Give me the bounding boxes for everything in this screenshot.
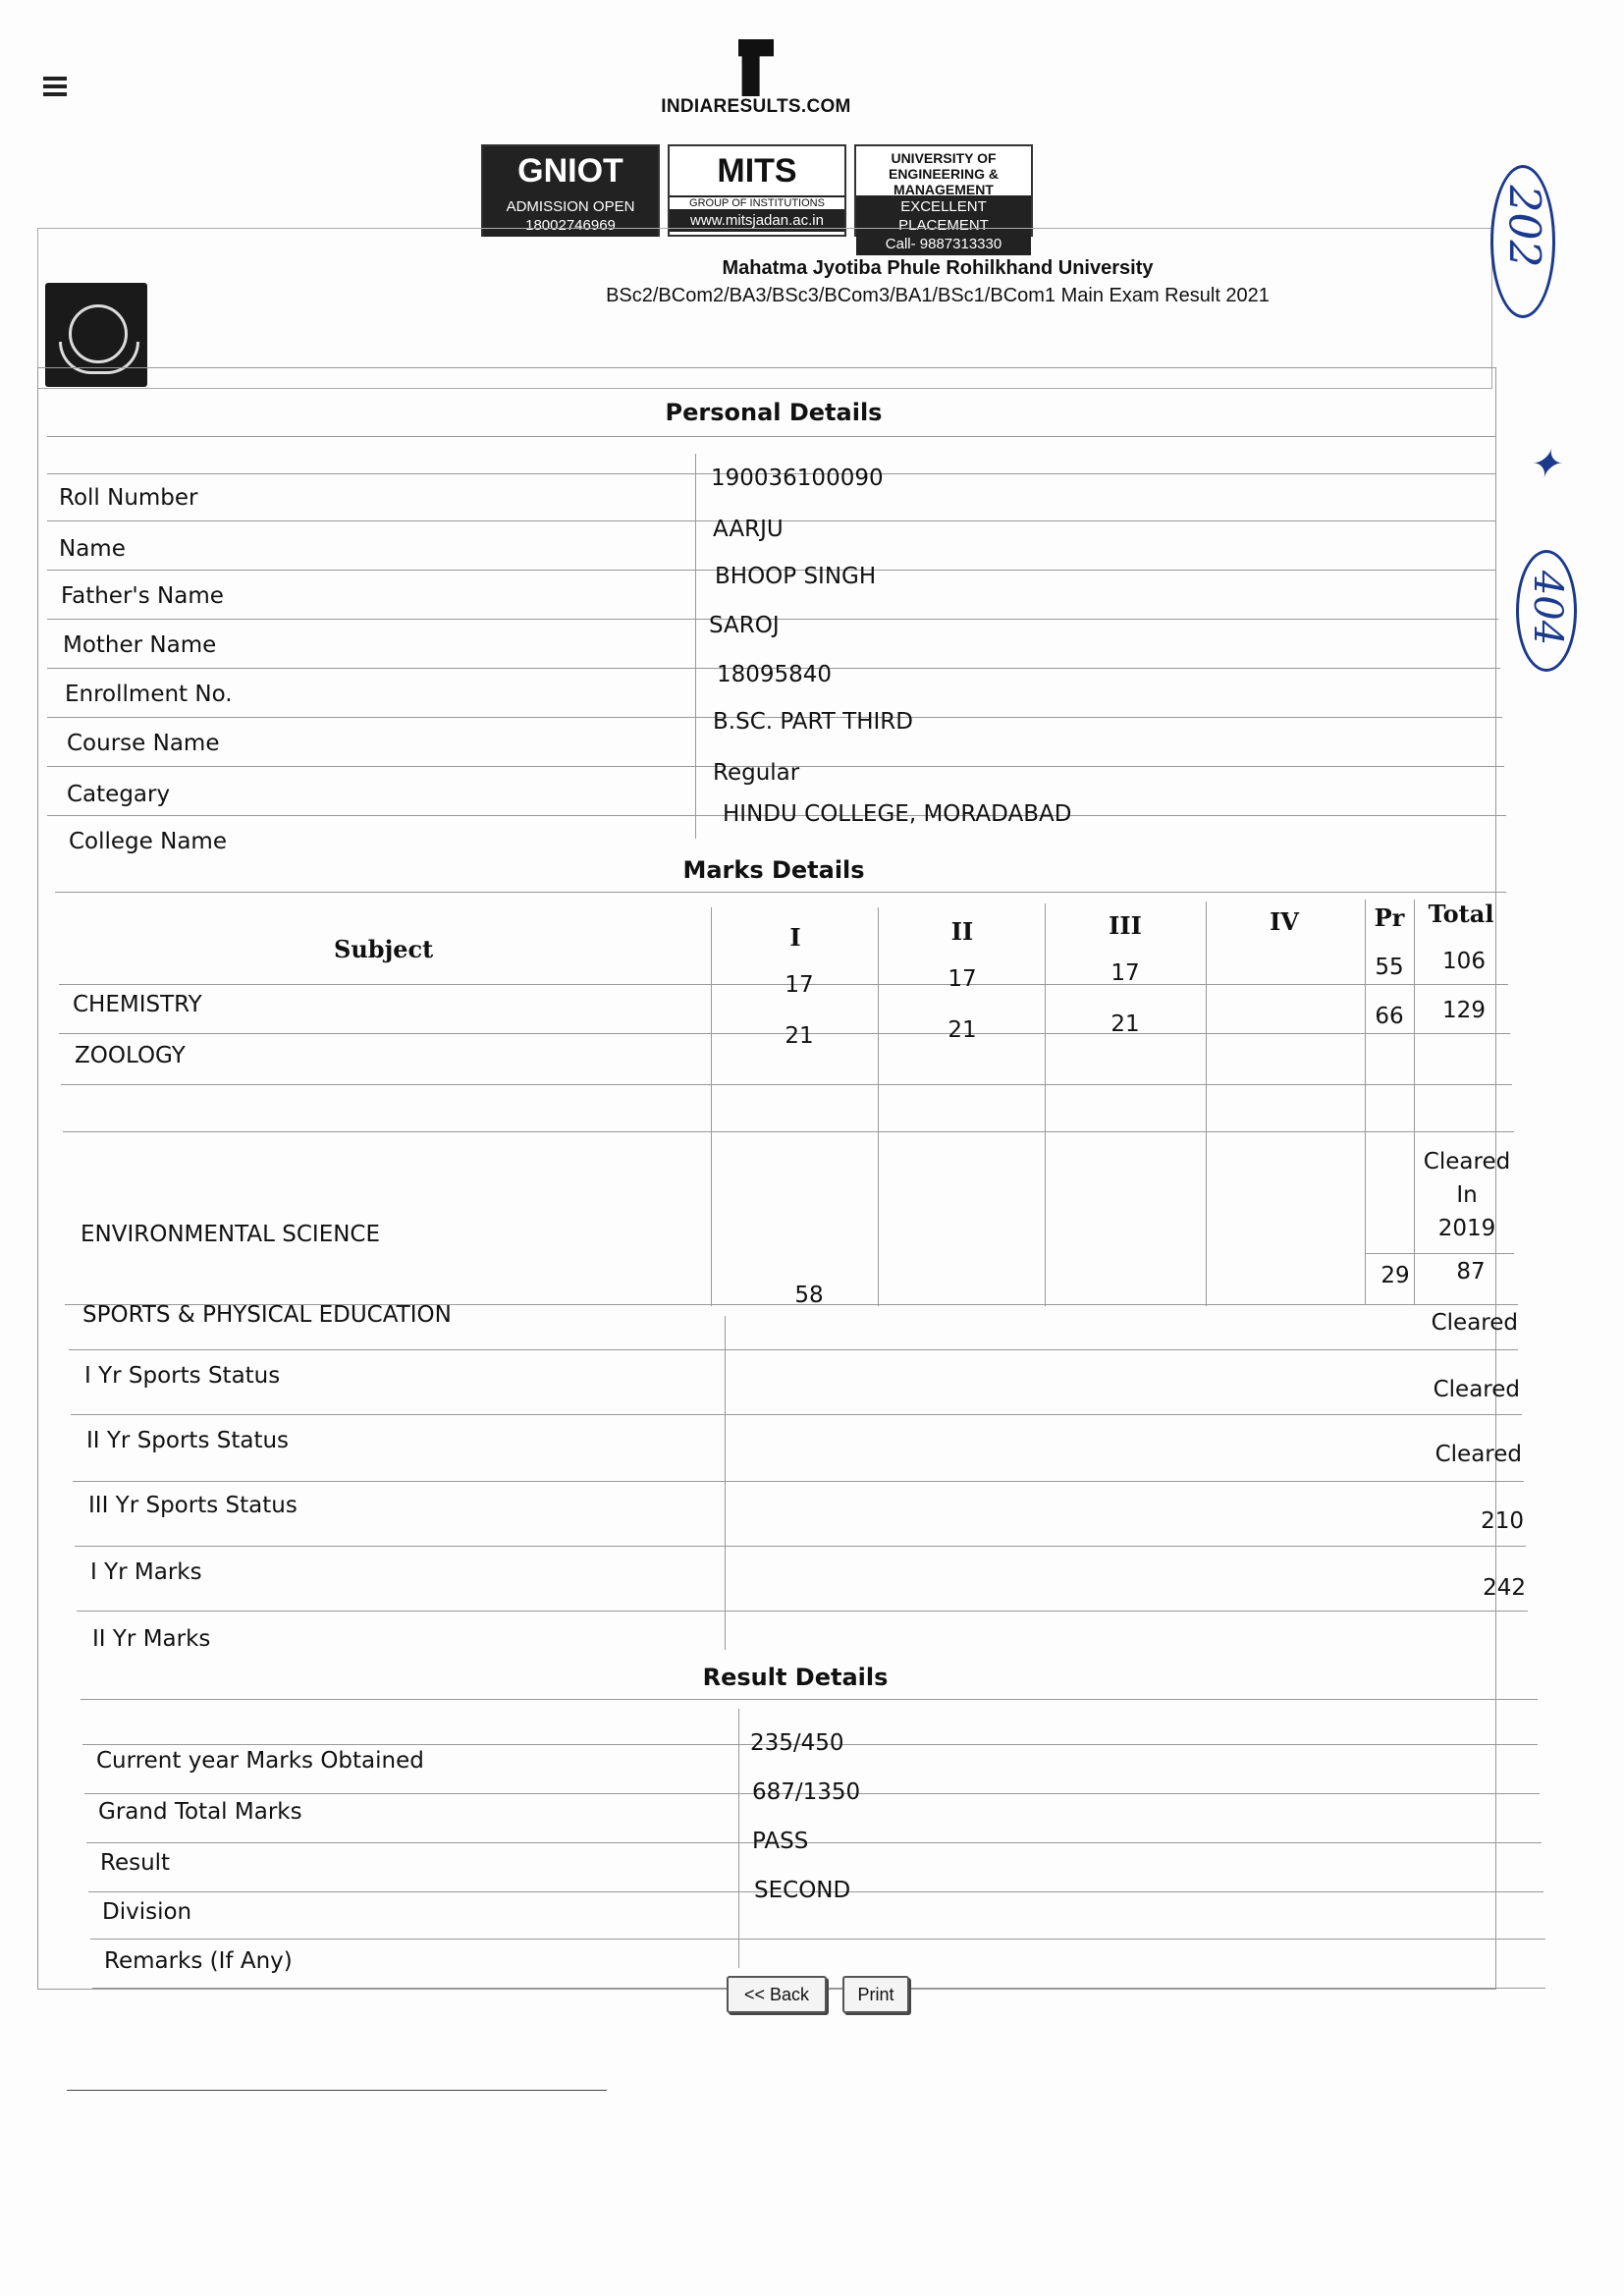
current-year-marks-value: 235/450 xyxy=(750,1730,844,1756)
ad-banner-uem[interactable] xyxy=(854,144,1033,252)
back-button[interactable]: << Back xyxy=(727,1976,827,2013)
col-subject: Subject xyxy=(334,935,434,963)
course-name-value: B.SC. PART THIRD xyxy=(713,709,913,735)
chemistry-total: 106 xyxy=(1442,949,1486,974)
sports-status-1-label: I Yr Sports Status xyxy=(84,1363,281,1389)
col-practical: Pr xyxy=(1374,903,1405,932)
grand-total-label: Grand Total Marks xyxy=(98,1799,302,1825)
ad-uem-footer: EXCELLENT PLACEMENT Call- 9887313330 xyxy=(856,195,1031,255)
col-paper-1: I xyxy=(789,923,801,952)
sports-status-3-value: Cleared xyxy=(1435,1442,1522,1467)
zoology-paper-3: 21 xyxy=(1110,1011,1140,1037)
sports-total: 87 xyxy=(1456,1259,1486,1285)
chemistry-practical: 55 xyxy=(1375,955,1404,980)
result-value: PASS xyxy=(752,1829,809,1854)
roll-number-label: Roll Number xyxy=(59,485,198,511)
personal-details-heading: Personal Details xyxy=(665,399,883,426)
ad-gniot-title: GNIOT xyxy=(483,146,658,195)
current-year-marks-label: Current year Marks Obtained xyxy=(96,1748,424,1774)
fathers-name-label: Father's Name xyxy=(61,583,224,609)
chemistry-paper-2: 17 xyxy=(947,966,977,992)
sports-status-2-label: II Yr Sports Status xyxy=(86,1428,290,1453)
category-value: Regular xyxy=(713,760,800,786)
mother-name-value: SAROJ xyxy=(709,613,780,638)
sports-status-2-value: Cleared xyxy=(1433,1377,1520,1402)
header-box xyxy=(37,228,1492,389)
zoology-total: 129 xyxy=(1442,998,1486,1023)
roll-number-value: 190036100090 xyxy=(711,465,884,491)
result-label: Result xyxy=(100,1850,171,1876)
year-1-marks-label: I Yr Marks xyxy=(90,1559,202,1585)
grand-total-value: 687/1350 xyxy=(752,1779,861,1805)
ad-mits-title: MITS xyxy=(670,146,844,197)
sports-practical: 29 xyxy=(1380,1263,1410,1288)
col-paper-2: II xyxy=(950,917,974,946)
logo-text: INDIARESULTS.COM xyxy=(661,96,851,117)
chemistry-paper-3: 17 xyxy=(1110,960,1140,986)
name-label: Name xyxy=(59,536,126,562)
ad-gniot-footer: ADMISSION OPEN 18002746969 xyxy=(483,195,658,237)
logo-mark-icon xyxy=(738,39,774,96)
print-button[interactable]: Print xyxy=(842,1976,909,2013)
zoology-paper-2: 21 xyxy=(947,1017,977,1043)
division-value: SECOND xyxy=(754,1878,851,1903)
division-label: Division xyxy=(102,1899,192,1925)
col-paper-3: III xyxy=(1109,911,1142,940)
menu-icon[interactable] xyxy=(43,77,67,98)
remarks-label: Remarks (If Any) xyxy=(104,1948,293,1974)
year-1-marks-value: 210 xyxy=(1481,1508,1524,1534)
sports-status-1-value: Cleared xyxy=(1431,1310,1518,1336)
sports-label: SPORTS & PHYSICAL EDUCATION xyxy=(82,1302,452,1328)
handwritten-note-1: 202 xyxy=(1498,185,1549,268)
college-name-label: College Name xyxy=(69,829,227,854)
college-name-value: HINDU COLLEGE, MORADABAD xyxy=(723,801,1072,827)
sports-paper-1: 58 xyxy=(794,1283,824,1308)
chemistry-label: CHEMISTRY xyxy=(73,992,202,1017)
zoology-label: ZOOLOGY xyxy=(75,1043,186,1068)
name-value: AARJU xyxy=(713,517,784,542)
result-details-heading: Result Details xyxy=(702,1664,889,1691)
zoology-paper-1: 21 xyxy=(785,1023,814,1049)
chemistry-paper-1: 17 xyxy=(785,972,814,998)
zoology-practical: 66 xyxy=(1375,1004,1404,1029)
marks-details-heading: Marks Details xyxy=(682,856,865,884)
ad-uem-title: UNIVERSITY OF ENGINEERING & MANAGEMENT xyxy=(856,146,1031,195)
exam-title: BSc2/BCom2/BA3/BSc3/BCom3/BA1/BSc1/BCom1 Main Exam Result 2021 xyxy=(606,285,1270,306)
indiaresults-logo[interactable] xyxy=(658,39,854,118)
year-2-marks-value: 242 xyxy=(1483,1575,1526,1601)
fathers-name-value: BHOOP SINGH xyxy=(715,564,877,589)
enrollment-label: Enrollment No. xyxy=(65,682,233,707)
category-label: Categary xyxy=(67,782,171,807)
ad-banner-gniot[interactable] xyxy=(481,144,660,237)
footer-rule xyxy=(67,2090,607,2091)
ad-banner-mits[interactable] xyxy=(668,144,846,237)
col-paper-4: IV xyxy=(1270,907,1299,936)
handwritten-mark: ✦ xyxy=(1528,442,1561,487)
ad-mits-url: www.mitsjadan.ac.in xyxy=(670,209,844,232)
year-2-marks-label: II Yr Marks xyxy=(92,1626,211,1652)
enrollment-value: 18095840 xyxy=(717,662,833,687)
ad-mits-subtitle: GROUP OF INSTITUTIONS xyxy=(689,197,825,209)
course-name-label: Course Name xyxy=(67,731,220,756)
col-total: Total xyxy=(1428,900,1494,928)
mother-name-label: Mother Name xyxy=(63,632,217,658)
environmental-science-total: Cleared In 2019 xyxy=(1423,1149,1511,1241)
university-name: Mahatma Jyotiba Phule Rohilkhand University xyxy=(722,257,1154,279)
environmental-science-label: ENVIRONMENTAL SCIENCE xyxy=(81,1222,381,1247)
handwritten-note-2: 404 xyxy=(1525,570,1571,646)
sports-status-3-label: III Yr Sports Status xyxy=(88,1493,298,1518)
